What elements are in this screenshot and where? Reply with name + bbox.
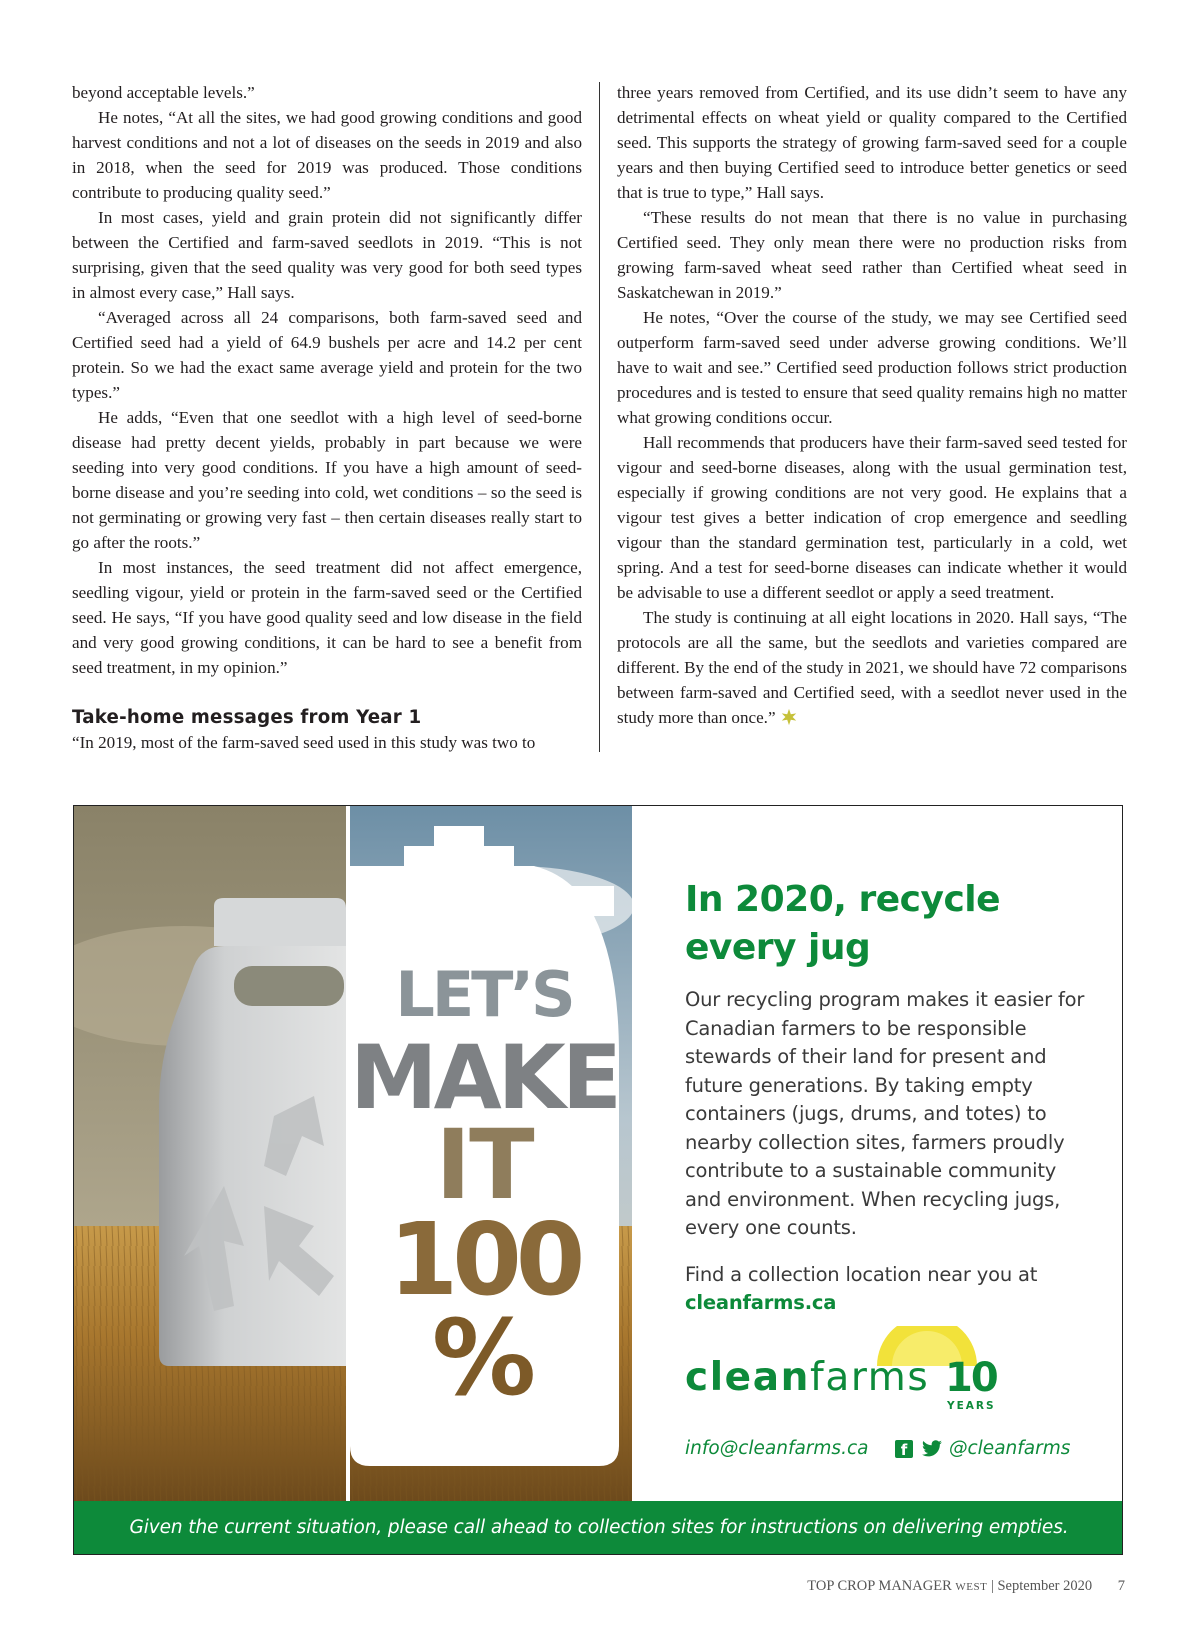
paragraph: In most instances, the seed treatment did not affect emergence, seedling vigour, yield or protein in the farm-saved seed or the Certified seed. He says, “If you have good quality seed and low disease in the field and very good growing conditions, it can be hard to see a benefit from seed treatment, in my opinion.” bbox=[72, 558, 582, 677]
article-column-right bbox=[617, 80, 1127, 730]
ad-notice-band: Given the current situation, please call ahead to collection sites for instructions on delivering empties. bbox=[74, 1501, 1123, 1555]
twitter-icon[interactable] bbox=[921, 1440, 943, 1458]
paragraph: beyond acceptable levels.” bbox=[72, 83, 255, 102]
logo-ten: 10 bbox=[945, 1355, 997, 1401]
cleanfarms-advertisement bbox=[73, 805, 1123, 1555]
social-handle[interactable]: @cleanfarms bbox=[949, 1438, 1071, 1459]
ad-headline: In 2020, recycle every jug bbox=[685, 879, 1001, 968]
paragraph: He adds, “Even that one seedlot with a high level of seed-borne disease had pretty decent yields, probably in part because we were seeding into very good conditions. If you have a high amount of seed-borne disease and you’re seeding into cold, wet conditions – so the seed is not germinating or growing very fast – then certain diseases really start to go after the roots.” bbox=[72, 408, 582, 552]
page-number: 7 bbox=[1117, 1578, 1125, 1594]
find-text: Find a collection location near you at bbox=[685, 1262, 1038, 1286]
paragraph: Hall recommends that producers have their farm-saved seed tested for vigour and seed-borne diseases, along with the usual germination test, especially if growing conditions are not very good. He explains that a vigour test gives a better indication of crop emergence and seedling vigour than the standard germination test, particularly in a cold, wet spring. And a test for seed-borne diseases can indicate whether it would be advisable to use a different seedlot or apply a seed treatment. bbox=[617, 433, 1127, 602]
ad-contact bbox=[685, 1438, 1085, 1468]
cleanfarms-logo bbox=[685, 1326, 1025, 1416]
facebook-icon[interactable]: f bbox=[895, 1440, 913, 1458]
logo-farms: farms bbox=[810, 1355, 930, 1400]
paragraph: “These results do not mean that there is no value in purchasing Certified seed. They only mean there were no production risks from growing farm-saved wheat seed rather than Certified wheat seed in Saskatchewan in 2019.” bbox=[617, 208, 1127, 302]
subhead: Take-home messages from Year 1 bbox=[72, 707, 422, 728]
right-paragraphs bbox=[617, 80, 1127, 730]
ad-url-link[interactable]: cleanfarms.ca bbox=[685, 1290, 837, 1314]
issue-date: September 2020 bbox=[997, 1578, 1093, 1594]
ad-illustration bbox=[74, 806, 632, 1501]
page-footer bbox=[700, 1578, 1125, 1595]
social-links bbox=[895, 1438, 1070, 1459]
email-link[interactable]: info@cleanfarms.ca bbox=[685, 1438, 869, 1459]
jug-text-line: % bbox=[431, 1297, 537, 1419]
edition: WEST bbox=[955, 1581, 988, 1593]
ad-find-location bbox=[685, 1261, 1095, 1317]
paragraph: The study is continuing at all eight locations in 2020. Hall says, “The protocols are all the same, but the seedlots and varieties compared are different. By the end of the study in 2021, we should have 72 comparisons between farm-saved and Certified seed, with a seedlot never used in the study more than once.” bbox=[617, 608, 1127, 727]
end-mark-icon bbox=[780, 708, 798, 726]
paragraph: He notes, “Over the course of the study, we may see Certified seed outperform farm-saved seed under adverse growing conditions. We’ll have to wait and see.” Certified seed production follows strict production procedures and is tested to ensure that seed quality remains high no matter what growing conditions occur. bbox=[617, 308, 1127, 427]
ad-photo-jug-field bbox=[74, 806, 632, 1501]
column-divider bbox=[599, 82, 600, 752]
jug-text-line: IT bbox=[435, 1109, 533, 1221]
paragraph: In most cases, yield and grain protein did not significantly differ between the Certified and farm-saved seedlots in 2019. “This is not surprising, given that the seed quality was very good for both seed types in almost every case,” Hall says. bbox=[72, 208, 582, 302]
logo-years: YEARS bbox=[947, 1400, 996, 1412]
paragraph: “In 2019, most of the farm-saved seed used in this study was two to bbox=[72, 733, 536, 752]
magazine-name: TOP CROP MANAGER bbox=[807, 1578, 952, 1594]
paragraph: three years removed from Certified, and its use didn’t seem to have any detrimental effects on wheat yield or quality compared to the Certified seed. This supports the strategy of growing farm-saved seed for a couple years and then buying Certified seed to introduce better genetics or seed that is true to type,” Hall says. bbox=[617, 83, 1127, 202]
left-paragraphs bbox=[72, 80, 582, 680]
jug-text-line: MAKE bbox=[350, 1026, 618, 1129]
logo-clean: clean bbox=[685, 1355, 811, 1400]
logo-wordmark bbox=[685, 1356, 929, 1400]
article-column-left bbox=[72, 80, 582, 755]
footer-separator: | bbox=[990, 1578, 994, 1594]
paragraph: He notes, “At all the sites, we had good growing conditions and good harvest conditions and not a lot of diseases on the seeds in 2019 and also in 2018, when the seed for 2019 was produced. Those conditions contribute to producing quality seed.” bbox=[72, 108, 582, 202]
ad-copy bbox=[685, 876, 1095, 1317]
ad-body: Our recycling program makes it easier for Canadian farmers to be responsible stewards of their land for present and future generations. By taking empty containers (jugs, drums, and totes) to nearby collection sites, farmers proudly contribute to a sustainable community and environment. When recycling jugs, every one counts. bbox=[685, 988, 1085, 1239]
jug-text-line: LET’S bbox=[395, 958, 573, 1031]
paragraph: “Averaged across all 24 comparisons, both farm-saved seed and Certified seed had a yield of 64.9 bushels per acre and 14.2 per cent protein. So we had the exact same average yield and protein for the two types.” bbox=[72, 308, 582, 402]
jug-text-line: 100 bbox=[388, 1201, 580, 1318]
